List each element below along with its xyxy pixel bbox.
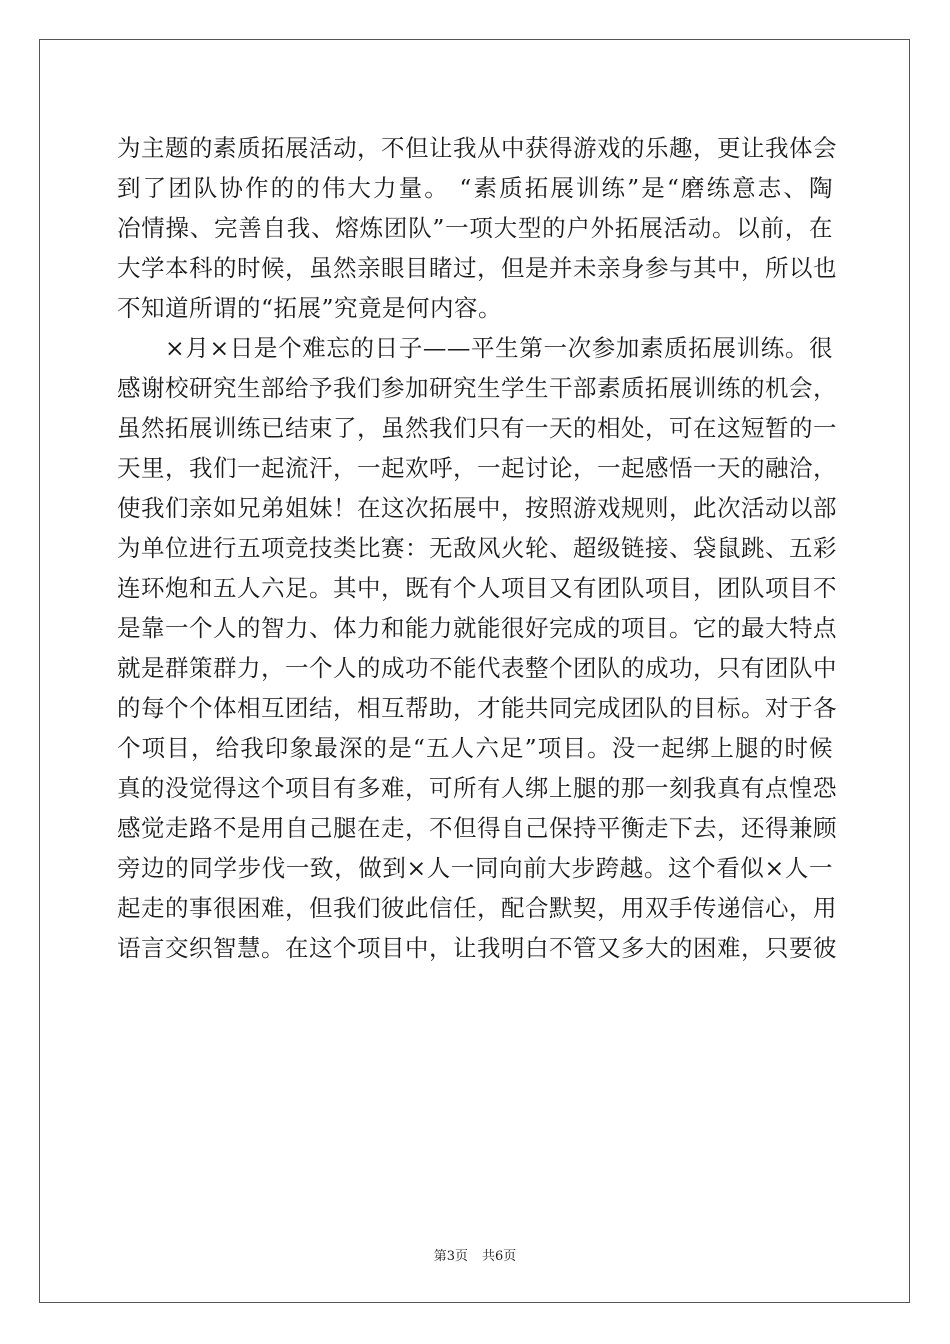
page-number: 第3页	[433, 1249, 468, 1264]
text-line: 感觉走路不是用自己腿在走，不但得自己保持平衡走下去，还得兼顾	[117, 814, 837, 842]
text-line	[117, 968, 833, 1008]
text-line: 不知道所谓的“拓展”究竟是何内容。	[117, 294, 503, 322]
text-line: 到了团队协作的的伟大力量。 “素质拓展训练”是“磨练意志、陶	[117, 174, 833, 202]
page-total: 共6页	[482, 1249, 517, 1264]
text-line: 使我们亲如兄弟姐妹！在这次拓展中，按照游戏规则，此次活动以部	[117, 494, 837, 522]
text-line: 为主题的素质拓展活动，不但让我从中获得游戏的乐趣，更让我体会	[117, 134, 837, 162]
paragraph-2	[117, 328, 837, 1008]
text-line: 语言交织智慧。在这个项目中，让我明白不管又多大的困难，只要彼	[117, 934, 837, 962]
text-line: 冶情操、完善自我、熔炼团队”一项大型的户外拓展活动。以前，在	[117, 214, 833, 242]
text-line: 的每个个体相互团结，相互帮助，才能共同完成团队的目标。对于各	[117, 694, 837, 722]
text-line: 个项目，给我印象最深的是“五人六足”项目。没一起绑上腿的时候	[117, 734, 833, 762]
text-line: 大学本科的时候，虽然亲眼目睹过，但是并未亲身参与其中，所以也	[117, 254, 837, 282]
page-footer	[0, 1249, 950, 1265]
paragraph-1	[117, 128, 837, 328]
text-line: 为单位进行五项竞技类比赛：无敌风火轮、超级链接、袋鼠跳、五彩	[117, 534, 837, 562]
text-line: ×月×日是个难忘的日子——平生第一次参加素质拓展训练。很	[165, 334, 833, 362]
text-line: 天里，我们一起流汗，一起欢呼，一起讨论，一起感悟一天的融洽，	[117, 454, 837, 482]
text-line: 是靠一个人的智力、体力和能力就能很好完成的项目。它的最大特点	[117, 614, 837, 642]
text-line: 感谢校研究生部给予我们参加研究生学生干部素质拓展训练的机会，	[117, 374, 837, 402]
text-line: 连环炮和五人六足。其中，既有个人项目又有团队项目，团队项目不	[117, 574, 837, 602]
text-line: 旁边的同学步伐一致，做到×人一同向前大步跨越。这个看似×人一	[117, 854, 833, 882]
text-line: 就是群策群力，一个人的成功不能代表整个团队的成功，只有团队中	[117, 654, 837, 682]
text-line: 起走的事很困难，但我们彼此信任，配合默契，用双手传递信心，用	[117, 894, 837, 922]
document-body	[117, 128, 837, 1008]
text-line: 真的没觉得这个项目有多难，可所有人绑上腿的那一刻我真有点惶恐	[117, 774, 837, 802]
text-line: 虽然拓展训练已结束了，虽然我们只有一天的相处，可在这短暂的一	[117, 414, 837, 442]
